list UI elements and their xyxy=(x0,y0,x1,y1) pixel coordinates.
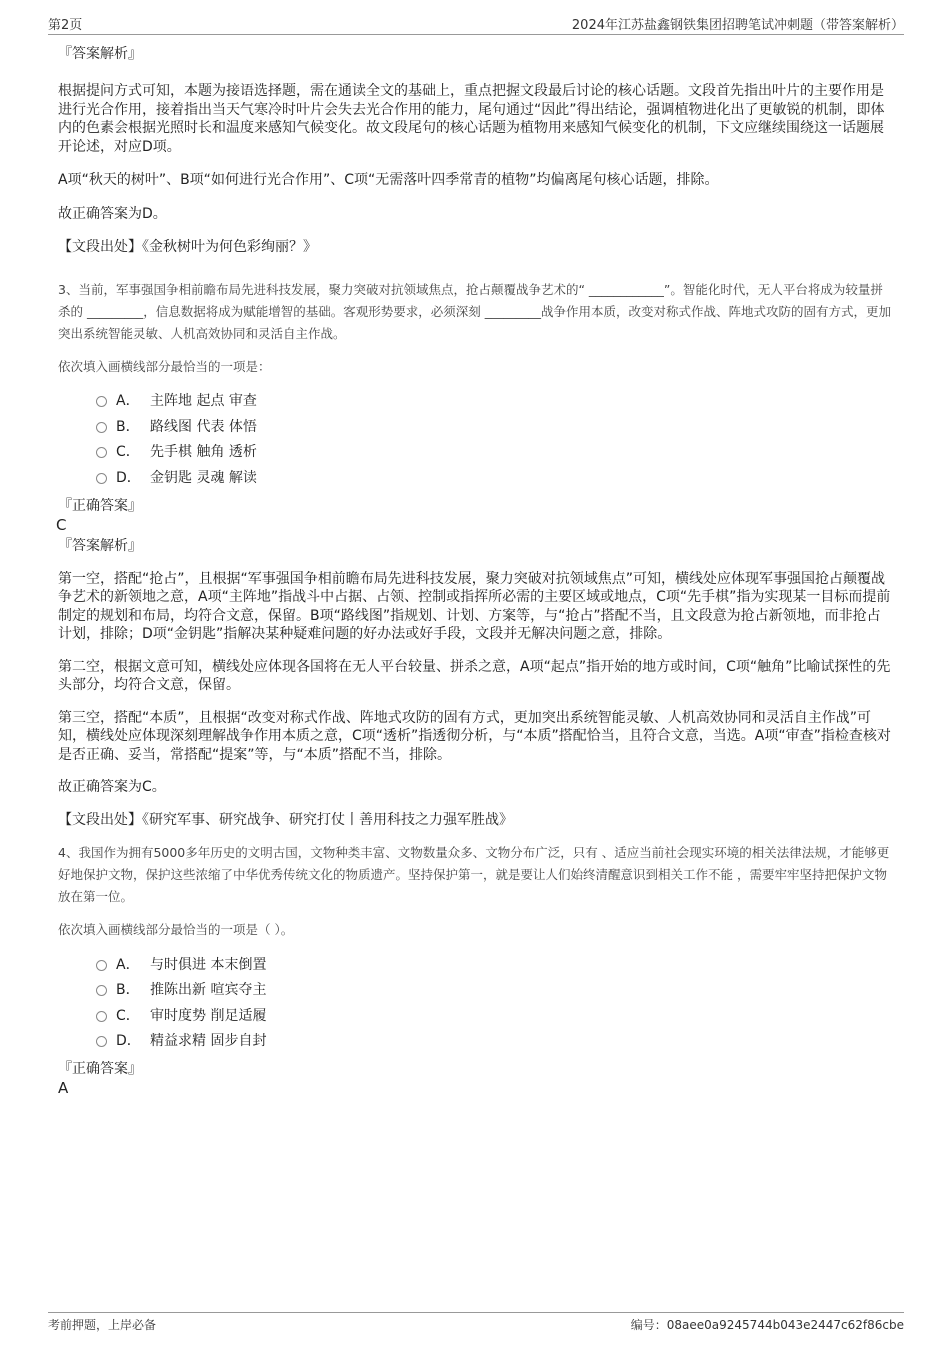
q3-options xyxy=(96,388,892,490)
page-content xyxy=(58,44,892,1097)
radio-icon[interactable] xyxy=(96,473,107,484)
q4-option-a[interactable]: A． 与时俱进 本末倒置 xyxy=(96,951,892,977)
footer-slogan: 考前押题，上岸必备 xyxy=(48,1318,157,1332)
q3-explain-para4: 故正确答案为C。 xyxy=(58,779,166,795)
q3-explain-para2: 第二空，根据文意可知，横线处应体现各国将在无人平台较量、拼杀之意，A项“起点”指开始的地方或时间，C项“触角”比喻试探性的先头部分，均符合文意，保留。 xyxy=(58,658,891,693)
q2-source: 【文段出处】《金秋树叶为何色彩绚丽？》 xyxy=(58,239,317,255)
q3-stem: 3、当前，军事强国争相前瞻布局先进科技发展，聚力突破对抗领域焦点，抢占颠覆战争艺术的“ ____________”。智能化时代，无人平台将成为较量拼杀的 _________，信息数据将成为赋能增智的基础。客观形势要求，必须深刻 _________战争作用本质，改变对称式作战、阵地式攻防的固有方式，更加突出系统智能灵敏、人机高效协同和灵活自主作战。 xyxy=(58,281,892,341)
page-header xyxy=(48,14,904,35)
q2-explain-label: 『答案解析』 xyxy=(58,46,142,62)
blank: _________ xyxy=(83,303,144,319)
page-number: 第2页 xyxy=(48,18,83,33)
radio-icon[interactable] xyxy=(96,1036,107,1047)
q4-answer: A xyxy=(58,1079,69,1097)
q4-option-d[interactable]: D． 精益求精 固步自封 xyxy=(96,1028,892,1054)
q4-stem: 4、我国作为拥有5000多年历史的文明古国，文物种类丰富、文物数量众多、文物分布广泛，只有 、适应当前社会现实环境的相关法律法规，才能够更好地保护文物，保护这些浓缩了中华优秀传统文化的物质遗产。坚持保护第一，就是要让人们始终清醒意识到相关工作不能 ，需要牢牢坚持把保护文物放在第一位。 xyxy=(58,845,890,904)
q2-explain-para1: 根据提问方式可知，本题为接语选择题，需在通读全文的基础上，重点把握文段最后讨论的核心话题。文段首先指出叶片的主要作用是进行光合作用，接着指出当天气寒冷时叶片会失去光合作用的能力，尾句通过“因此”得出结论，强调植物进化出了更敏锐的机制，即体内的色素会根据光照时长和温度来感知气候变化。故文段尾句的核心话题为植物用来感知气候变化的机制，下文应继续围绕这一话题展开论述，对应D项。 xyxy=(58,83,885,155)
radio-icon[interactable] xyxy=(96,1011,107,1022)
page-footer xyxy=(48,1312,904,1338)
q3-answer: C xyxy=(56,515,67,534)
q4-answer-label: 『正确答案』 xyxy=(58,1061,142,1077)
blank: _________ xyxy=(480,303,541,319)
q3-explain-para1: 第一空，搭配“抢占”，且根据“军事强国争相前瞻布局先进科技发展，聚力突破对抗领域焦点”可知，横线处应体现军事强国抢占颠覆战争艺术的新领地之意，A项“主阵地”指战斗中占据、占领、控制或指挥所必需的主要区域或地点，C项“先手棋”指为实现某一目标而提前制定的规划和布局，均符合文意，保留。B项“路线图”指规划、计划、方案等，与“抢占”搭配不当，且文段意为抢占新领地，而非抢占计划，排除；D项“金钥匙”指解决某种疑难问题的好办法或好手段，文段并无解决问题之意，排除。 xyxy=(58,570,891,642)
q3-option-b[interactable]: B． 路线图 代表 体悟 xyxy=(96,413,892,439)
q3-explain-label: 『答案解析』 xyxy=(58,537,142,554)
q3-option-d[interactable]: D． 金钥匙 灵魂 解读 xyxy=(96,464,892,490)
q2-explain-para2: A项“秋天的树叶”、B项“如何进行光合作用”、C项“无需落叶四季常青的植物”均偏离尾句核心话题，排除。 xyxy=(58,172,719,188)
document-id: 编号：08aee0a9245744b043e2447c62f86cbe xyxy=(630,1318,904,1332)
document-title: 2024年江苏盐鑫钢铁集团招聘笔试冲刺题（带答案解析） xyxy=(571,18,904,33)
q3-prompt: 依次填入画横线部分最恰当的一项是： xyxy=(58,358,271,374)
q3-answer-label: 『正确答案』 xyxy=(58,497,142,514)
radio-icon[interactable] xyxy=(96,960,107,971)
q3-option-a[interactable]: A． 主阵地 起点 审查 xyxy=(96,388,892,414)
q4-option-b[interactable]: B． 推陈出新 喧宾夺主 xyxy=(96,977,892,1003)
q3-option-c[interactable]: C． 先手棋 触角 透析 xyxy=(96,439,892,465)
q2-explain-para3: 故正确答案为D。 xyxy=(58,205,167,222)
q4-options xyxy=(96,951,892,1053)
radio-icon[interactable] xyxy=(96,396,107,407)
radio-icon[interactable] xyxy=(96,447,107,458)
q3-source: 【文段出处】《研究军事、研究战争、研究打仗丨善用科技之力强军胜战》 xyxy=(58,811,513,828)
q4-prompt: 依次填入画横线部分最恰当的一项是（ ）。 xyxy=(58,922,294,937)
blank: ____________ xyxy=(584,281,664,297)
q3-explain-para3: 第三空，搭配“本质”，且根据“改变对称式作战、阵地式攻防的固有方式，更加突出系统智能灵敏、人机高效协同和灵活自主作战”可知，横线处应体现深刻理解战争作用本质之意，C项“透析”指透彻分析，与“本质”搭配恰当，且符合文意，当选。A项“审查”指检查核对是否正确、妥当，常搭配“提案”等，与“本质”搭配不当，排除。 xyxy=(58,709,891,763)
radio-icon[interactable] xyxy=(96,422,107,433)
q4-option-c[interactable]: C． 审时度势 削足适履 xyxy=(96,1002,892,1028)
radio-icon[interactable] xyxy=(96,985,107,996)
